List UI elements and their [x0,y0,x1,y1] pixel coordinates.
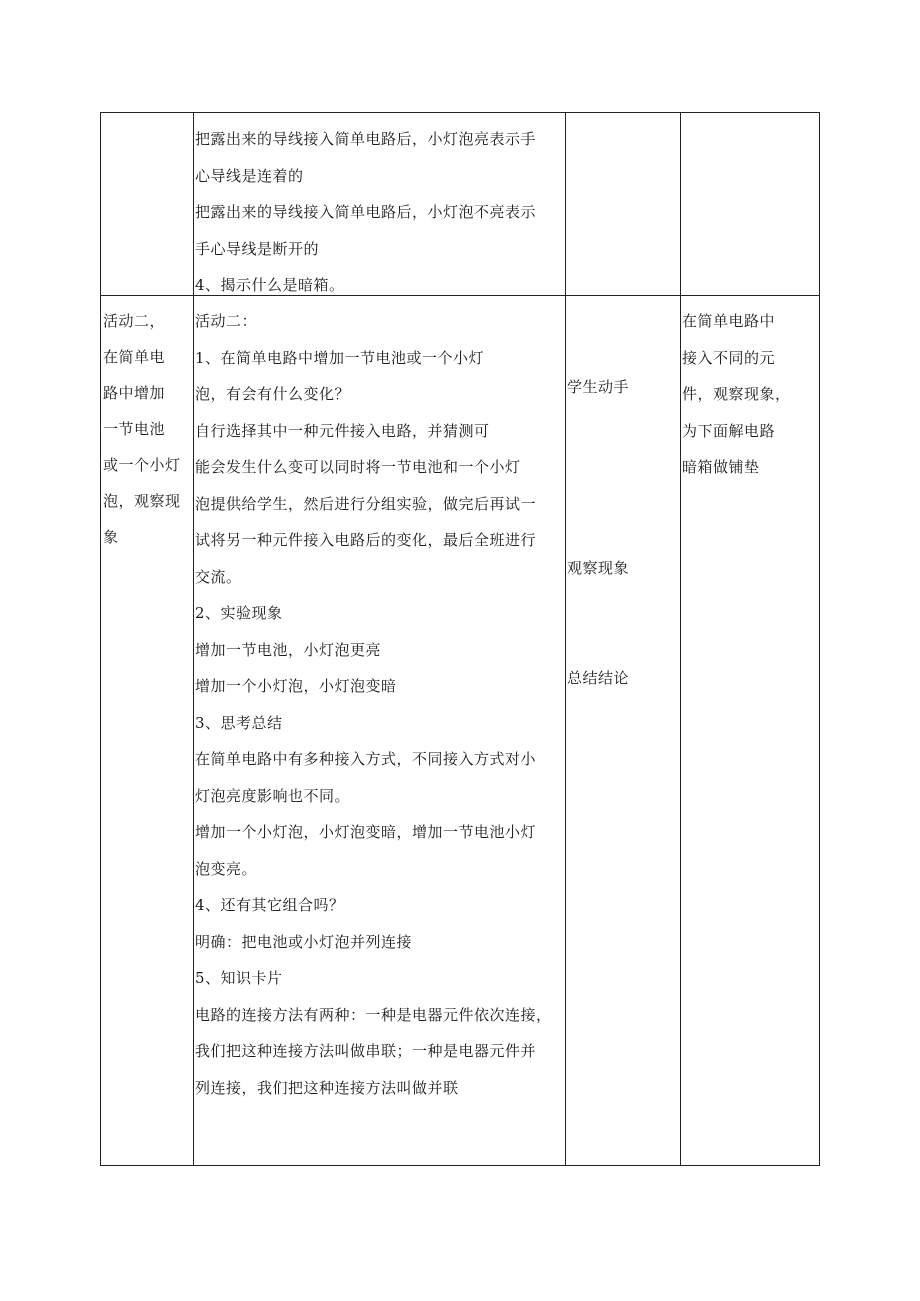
activity-title-line: 或一个小灯 [103,456,181,474]
table-col-divider-3 [680,112,681,1166]
activity-title-line: 活动二， [103,312,166,330]
process-line: 列连接，我们把这种连接方法叫做并联 [195,1078,459,1097]
process-line: 泡变亮。 [195,859,258,878]
process-line: 明确：把电池或小灯泡并列连接 [195,932,413,951]
row2-design-intent-cell [682,303,791,486]
table-left-border [100,112,101,1166]
process-line: 自行选择其中一种元件接入电路，并猜测可 [195,421,490,440]
process-line: 5、知识卡片 [195,969,283,987]
process-line: 心导线是连着的 [195,166,304,185]
process-line: 手心导线是断开的 [195,239,320,258]
activity-title-line: 在简单电 [103,348,166,366]
process-line: 交流。 [195,567,242,586]
student-activity-observe: 观察现象 [567,559,630,577]
table-bottom-border [100,1165,820,1166]
row1-process-cell [195,121,536,304]
student-activity-summarize: 总结结论 [567,669,630,687]
process-line: 1、在简单电路中增加一节电池或一个小灯 [195,348,485,367]
process-line: 4、揭示什么是暗箱。 [195,276,345,294]
process-line: 4、还有其它组合吗？ [195,896,345,914]
table-col-divider-1 [193,112,194,1166]
process-line: 泡，有会有什么变化？ [195,385,351,403]
process-line: 试将另一种元件接入电路后的变化，最后全班进行 [195,531,537,549]
activity-title-line: 路中增加 [103,384,166,402]
table-top-border [100,112,820,113]
design-intent-line: 在简单电路中 [682,312,776,330]
row2-process-cell [195,303,552,1106]
activity-title-line: 象 [103,528,119,546]
process-line: 活动二： [195,312,258,330]
row2-activity-title-cell [103,303,181,555]
design-intent-line: 暗箱做铺垫 [682,458,760,476]
process-line: 能会发生什么变可以同时将一节电池和一个小灯 [195,458,521,476]
process-line: 增加一个小灯泡，小灯泡变暗 [195,677,397,695]
design-intent-line: 件，观察现象， [682,385,791,403]
activity-title-line: 一节电池 [103,420,166,438]
process-line: 2、实验现象 [195,604,283,622]
design-intent-line: 接入不同的元 [682,348,776,367]
process-line: 在简单电路中有多种接入方式，不同接入方式对小 [195,750,537,768]
process-line: 电路的连接方法有两种：一种是电器元件依次连接， [195,1005,552,1024]
process-line: 3、思考总结 [195,713,283,732]
process-line: 泡提供给学生，然后进行分组实验，做完后再试一 [195,494,537,513]
process-line: 灯泡亮度影响也不同。 [195,786,351,805]
process-line: 把露出来的导线接入简单电路后，小灯泡不亮表示 [195,203,537,221]
process-line: 我们把这种连接方法叫做串联；一种是电器元件并 [195,1042,537,1060]
process-line: 增加一节电池，小灯泡更亮 [195,640,382,659]
process-line: 把露出来的导线接入简单电路后，小灯泡亮表示手 [195,130,537,148]
process-line: 增加一个小灯泡，小灯泡变暗，增加一节电池小灯 [195,823,537,841]
student-activity-hands-on: 学生动手 [567,378,630,396]
table-col-divider-2 [565,112,566,1166]
table-right-border [819,112,820,1166]
activity-title-line: 泡，观察现 [103,492,181,510]
design-intent-line: 为下面解电路 [682,421,776,440]
